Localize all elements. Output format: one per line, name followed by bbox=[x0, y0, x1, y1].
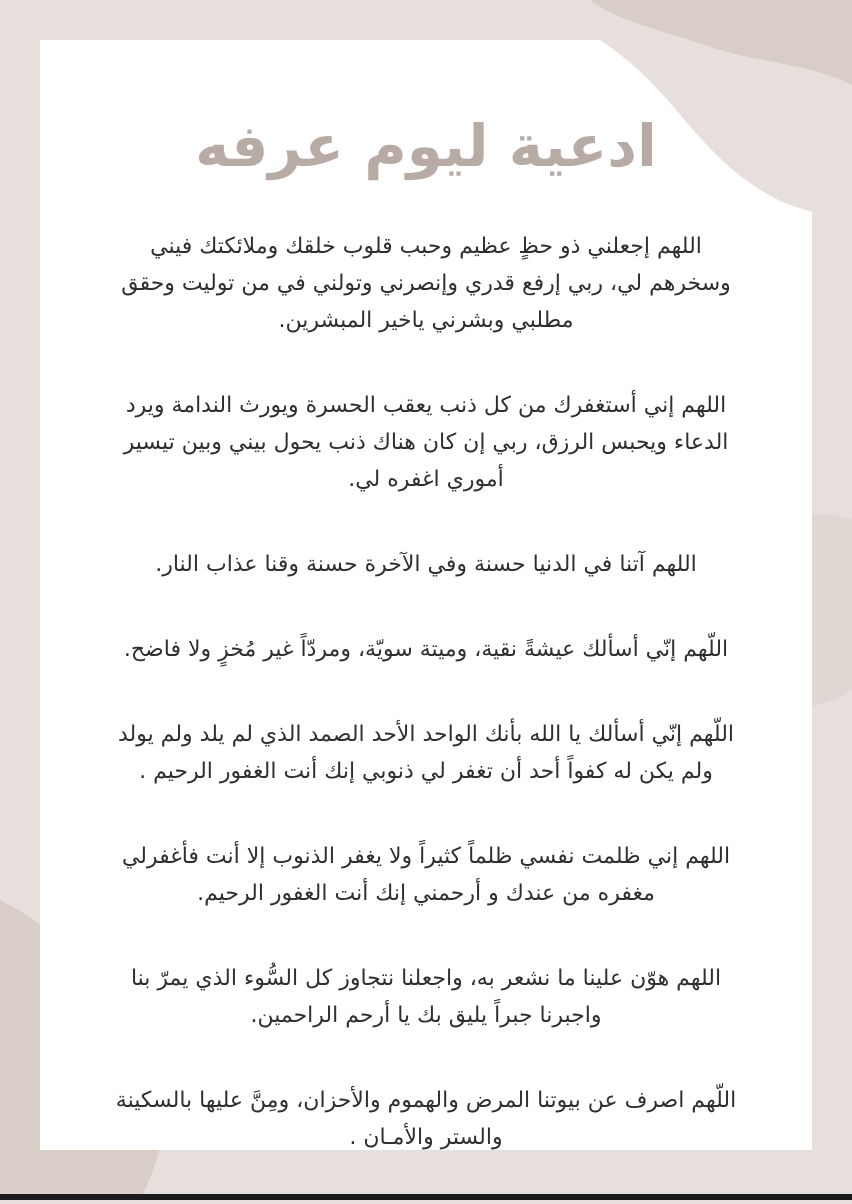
prayer-line: والستر والأمـان . bbox=[349, 1125, 503, 1150]
prayer-line: اللهم هوّن علينا ما نشعر به، واجعلنا نتجاوز كل السُّوء الذي يمرّ بنا bbox=[130, 966, 722, 991]
prayer-line: الدعاء ويحبس الرزق، ربي إن كان هناك ذنب يحول بيني وبين تيسير bbox=[123, 430, 729, 455]
prayer-paragraph bbox=[70, 838, 782, 912]
prayer-paragraph bbox=[70, 960, 782, 1034]
prayer-line: مطلبي وبشرني ياخير المبشرين. bbox=[278, 308, 574, 333]
prayer-paragraph bbox=[70, 387, 782, 498]
prayer-line: ولم يكن له كفواً أحد أن تغفر لي ذنوبي إنك أنت الغفور الرحيم . bbox=[139, 759, 713, 784]
prayer-line: اللّهم اصرف عن بيوتنا المرض والهموم والأحزان، ومِنَّ عليها بالسكينة bbox=[115, 1088, 737, 1113]
prayer-line: اللهم آتنا في الدنيا حسنة وفي الآخرة حسنة وقنا عذاب النار. bbox=[155, 552, 697, 577]
prayer-line: اللهم إني أستغفرك من كل ذنب يعقب الحسرة ويورث الندامة ويرد bbox=[125, 393, 727, 418]
page-title: ادعية ليوم عرفه bbox=[195, 112, 657, 180]
prayer-paragraph bbox=[70, 546, 782, 583]
prayer-line: اللهم إجعلني ذو حظٍ عظيم وحبب قلوب خلقك وملائكتك فيني bbox=[150, 234, 702, 259]
prayer-paragraph bbox=[70, 228, 782, 339]
prayer-list bbox=[70, 228, 782, 1204]
bottom-border bbox=[0, 1194, 852, 1200]
prayer-line: اللّهم إنّي أسألك يا الله بأنك الواحد الأحد الصمد الذي لم يلد ولم يولد bbox=[117, 722, 735, 747]
prayer-line: اللهم إني ظلمت نفسي ظلماً كثيراً ولا يغفر الذنوب إلا أنت فأغفرلي bbox=[121, 844, 731, 869]
prayer-line: وسخرهم لي، ربي إرفع قدري وإنصرني وتولني في من توليت وحقق bbox=[121, 271, 731, 296]
prayer-line: أموري اغفره لي. bbox=[348, 467, 504, 492]
prayer-paragraph bbox=[70, 631, 782, 668]
prayer-paragraph bbox=[70, 716, 782, 790]
prayer-paragraph bbox=[70, 1082, 782, 1156]
prayer-line: اللّهم إنّي أسألك عيشةً نقية، وميتة سويّة، ومردّاً غير مُخزٍ ولا فاضح. bbox=[123, 637, 729, 662]
prayer-line: مغفره من عندك و أرحمني إنك أنت الغفور الرحيم. bbox=[197, 881, 655, 906]
prayer-line: واجبرنا جبراً يليق بك يا أرحم الراحمين. bbox=[250, 1003, 602, 1028]
